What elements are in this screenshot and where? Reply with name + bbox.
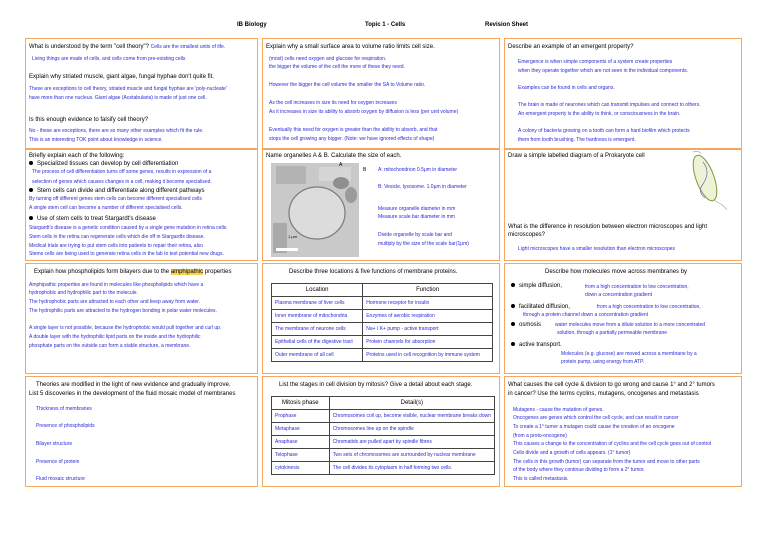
- answer: Eventually this need for oxygen is greater than the ability to absorb, and that: [269, 127, 438, 133]
- table-row: The membrane of neurone cells Na+ / K+ pump - active transport: [272, 323, 493, 336]
- question: Explain how phospholipids form bilayers due to the amphipathic properties: [34, 269, 232, 275]
- answer: Examples can be found in cells and organs.: [518, 85, 615, 91]
- col-detail: Detail(s): [329, 397, 494, 410]
- bullet: facilitated diffusion,: [511, 304, 570, 310]
- mitosis-box: [262, 376, 500, 487]
- question: Briefly explain each of the following:: [29, 153, 125, 159]
- col-phase: Mitosis phase: [272, 397, 330, 410]
- question: in cancer? Use the terms cyclins, mutagens, oncogenes and metastasis: [508, 391, 699, 397]
- answer: Molecules (e.g. glucose) are moved across a membrane by a: [561, 351, 697, 357]
- membrane-proteins-box: [262, 263, 500, 374]
- answer: Stargardt's disease is a genetic condition caused by a single gene mutation in retina cells.: [29, 225, 228, 231]
- answer: A single stem cell can become a number of different specialised cells.: [29, 205, 183, 211]
- answer: Mutagens - cause the mutation of genes.: [513, 407, 604, 413]
- label-a: A: [339, 162, 343, 168]
- bullet: Specialized tissues can develop by cell differentiation: [29, 161, 178, 167]
- answer: phosphate parts on the outside can form a stable structure, a membrane.: [29, 343, 191, 349]
- answer: This is called metastasis.: [513, 476, 569, 482]
- answer: when they operate together which are not seen in the individual components.: [518, 68, 689, 74]
- question: Explain why a small surface area to volume ratio limits cell size.: [266, 44, 435, 50]
- answer: Stem cells in the retina can regenerate cells which die off in Stargardts disease.: [29, 234, 205, 240]
- answer: A single layer is not possible, because the hydrophobic would pull together and curl up.: [29, 325, 222, 331]
- answer: from a high concentration to low concentration,: [597, 304, 701, 310]
- table-row: Telophase Two sets of chromosomes are surrounded by nuclear membrane: [272, 449, 495, 462]
- answer: The brain is made of neurones which can transmit impulses and connect to others.: [518, 102, 701, 108]
- answer: No - these are exceptions, there are so many other examples which fit the rule.: [29, 128, 204, 134]
- answer: Light microscopes have a smaller resolution than electron microscopes: [518, 246, 676, 252]
- cell-theory-box: [25, 38, 258, 149]
- answer: A: mitochondrion 0.5μm in diameter: [378, 167, 458, 173]
- cancer-box: [504, 376, 742, 487]
- table-row: Plasma membrane of liver cells Hormone receptor for insulin: [272, 297, 493, 310]
- answer: As it increases in size its ability to absorb oxygen by diffusion is less (per unit volume): [269, 109, 459, 115]
- answer: Divide organelle by scale bar and: [378, 232, 452, 238]
- emergent-property-box: [504, 38, 742, 149]
- answer: Oncogenes are genes which control the cell cycle, and can result in cancer: [513, 415, 679, 421]
- answer: The hydrophilic parts are attracted to the hydrogen bonding in polar water molecules.: [29, 308, 217, 314]
- table-row: Anaphase Chromatids are pulled apart by spindle fibres: [272, 436, 495, 449]
- answer: the bigger the volume of the cell the more of these they need.: [269, 64, 405, 70]
- answer: A double layer with the hydrophilic lipid parts on the inside and the hydrophilic: [29, 334, 201, 340]
- answer: Measure organelle diameter in mm: [378, 206, 456, 212]
- header-right: Revision Sheet: [485, 22, 529, 28]
- table-row: Inner membrane of mitochondria Enzymes of aerobic respiration: [272, 310, 493, 323]
- transport-box: [504, 263, 742, 374]
- table-row: cytokinesis The cell divides its cytoplasm in half forming two cells.: [272, 462, 495, 475]
- table-row: Metaphase Chromosomes line up on the spindle: [272, 423, 495, 436]
- bullet: Stem cells can divide and differentiate along different pathways: [29, 188, 205, 194]
- header-center: Topic 1 - Cells: [365, 22, 406, 28]
- question: What is the difference in resolution between electron microscopes and light: [508, 224, 707, 230]
- micrograph-image: [271, 163, 359, 257]
- answer: The process of cell differentiation turns off some genes, results in expression of a: [32, 169, 212, 175]
- differentiation-box: [25, 149, 258, 261]
- label-b: B: [363, 167, 367, 173]
- question: Describe how molecules move across membranes by: [545, 269, 688, 275]
- answer: Living things are made of cells, and cells come from pre-existing cells: [32, 56, 186, 62]
- question: Is this enough evidence to falsify cell theory?: [29, 117, 149, 123]
- question: Describe three locations & five functions of membrane proteins.: [289, 269, 458, 275]
- answer: multiply by the size of the scale bar(1μm): [378, 241, 469, 247]
- header-left: IB Biology: [237, 22, 267, 28]
- answer: through a protein channel down a concentration gradient: [523, 312, 649, 318]
- question: microscopes?: [508, 232, 546, 238]
- list-item: Thickness of membranes: [36, 406, 92, 412]
- phospholipid-box: [25, 263, 258, 374]
- prokaryote-drawing: [683, 150, 741, 212]
- bullet: active transport.: [511, 342, 562, 348]
- bullet: osmosis: [511, 322, 541, 328]
- question: Name organelles A & B. Calculate the size of each.: [266, 153, 402, 159]
- answer: protein pump, using energy from ATP.: [561, 359, 645, 365]
- answer: Amphipathic properties are found in molecules like phospholipids which have a: [29, 282, 204, 288]
- answer: However the bigger the cell volume the smaller the SA to Volume ratio.: [269, 82, 426, 88]
- list-item: Fluid mosaic structure: [36, 476, 85, 482]
- question: Theories are modified in the light of new evidence and gradually improve.: [36, 382, 231, 388]
- answer: The cells in this growth (tumor) can separate from the tumor and move to other parts: [513, 459, 700, 465]
- scale-bar-label: 1 μm: [288, 234, 297, 239]
- answer: An emergent property is the ability to think, or consciousness in the brain.: [518, 111, 681, 117]
- question: Draw a simple labelled diagram of a Prokaryote cell: [508, 153, 645, 159]
- answer: Measure scale bar diameter in mm: [378, 214, 455, 220]
- mitosis-table: [271, 396, 495, 475]
- answer: water molecules move from a dilute solution to a more concentrated: [555, 322, 706, 328]
- question: List the stages in cell division by mitosis? Give a detail about each stage.: [279, 382, 473, 388]
- answer: from a high concentration to low concentration,: [585, 284, 689, 290]
- organelles-box: [262, 149, 500, 261]
- answer: selection of genes which causes changes in a cell, making it become specialised.: [32, 179, 212, 185]
- answer: solution, through a partially permeable membrane: [557, 330, 668, 336]
- sa-volume-box: [262, 38, 500, 149]
- fluid-mosaic-box: [25, 376, 258, 487]
- answer: hydrophobic and hydrophilic part to the molecule.: [29, 290, 138, 296]
- answer: By turning off different genes stem cells can become different specialised cells: [29, 196, 202, 202]
- answer: Emergence is when simple components of a system create properties: [518, 59, 673, 65]
- membrane-proteins-table: [271, 283, 493, 362]
- answer: B: Vesicle, lysosome. 1.0μm in diameter: [378, 184, 467, 190]
- bullet: Use of stem cells to treat Stargardt's disease: [29, 216, 156, 222]
- answer: stops the cell growing any bigger. (Note: we have ignored effects of shape): [269, 136, 435, 142]
- answer: This causes a change to the concentration of cyclins and the cell cycle goes out of control: [513, 441, 712, 447]
- answer: Cells divide and a growth of cells appears. (1° tumor): [513, 450, 631, 456]
- answer: (from a proto-oncogene): [513, 433, 567, 439]
- table-row: Prophase Chromosomes coil up, become visible, nuclear membrane breaks down: [272, 410, 495, 423]
- question: List 5 discoveries in the development of the fluid mosaic model of membranes: [29, 391, 236, 397]
- answer: The hydrophobic parts are attracted to each other and keep away from water.: [29, 299, 200, 305]
- bullet: simple diffusion,: [511, 283, 562, 289]
- answer: This is an interesting TOK point about knowledge in science.: [29, 137, 163, 143]
- question: Describe an example of an emergent property?: [508, 44, 634, 50]
- question: What is understood by the term "cell theory"? Cells are the smallest units of life.: [29, 44, 226, 50]
- list-item: Presence of phospholipids: [36, 423, 95, 429]
- list-item: Bilayer structure: [36, 441, 73, 447]
- answer: of the body where they continue dividing to form a 2° tumor.: [513, 467, 645, 473]
- answer: To create a 1° tumor a mutagen could cause the creation of an oncogene: [513, 424, 675, 430]
- question: What causes the cell cycle & division to go wrong and cause 1° and 2° tumors: [508, 382, 715, 388]
- table-row: Epithelial cells of the digestive tract Protein channels for absorption: [272, 336, 493, 349]
- prokaryote-box: [504, 149, 742, 261]
- answer: These are exceptions to cell theory, striated muscle and fungal hyphae are 'poly-nucleate': [29, 86, 227, 92]
- question: Explain why striated muscle, giant algae, fungal hyphae don't quite fit.: [29, 74, 214, 80]
- answer: As the cell increases in size its need for oxygen increases: [269, 100, 397, 106]
- answer: Stems cells are being used to generate retina cells in the lab to test potential new drugs.: [29, 251, 224, 257]
- answer: A colony of bacteria growing on a tooth can form a hard biofilm which protects: [518, 128, 690, 134]
- answer: down a concentration gradient: [585, 292, 652, 298]
- list-item: Presence of protein: [36, 459, 80, 465]
- answer: have more than one nucleus. Giant algae (Acetabularia) is made of just one cell.: [29, 95, 207, 101]
- col-location: Location: [272, 284, 363, 297]
- answer: Medical trials are trying to put stem cells into patients to repair their retina, also: [29, 243, 203, 249]
- col-function: Function: [363, 284, 493, 297]
- table-row: Outer membrane of all cell Proteins used in cell recognition by immune system: [272, 349, 493, 362]
- answer: them from tooth brushing. The hardness is emergent.: [518, 137, 636, 143]
- answer: (most) cells need oxygen and glucose for respiration.: [269, 56, 387, 62]
